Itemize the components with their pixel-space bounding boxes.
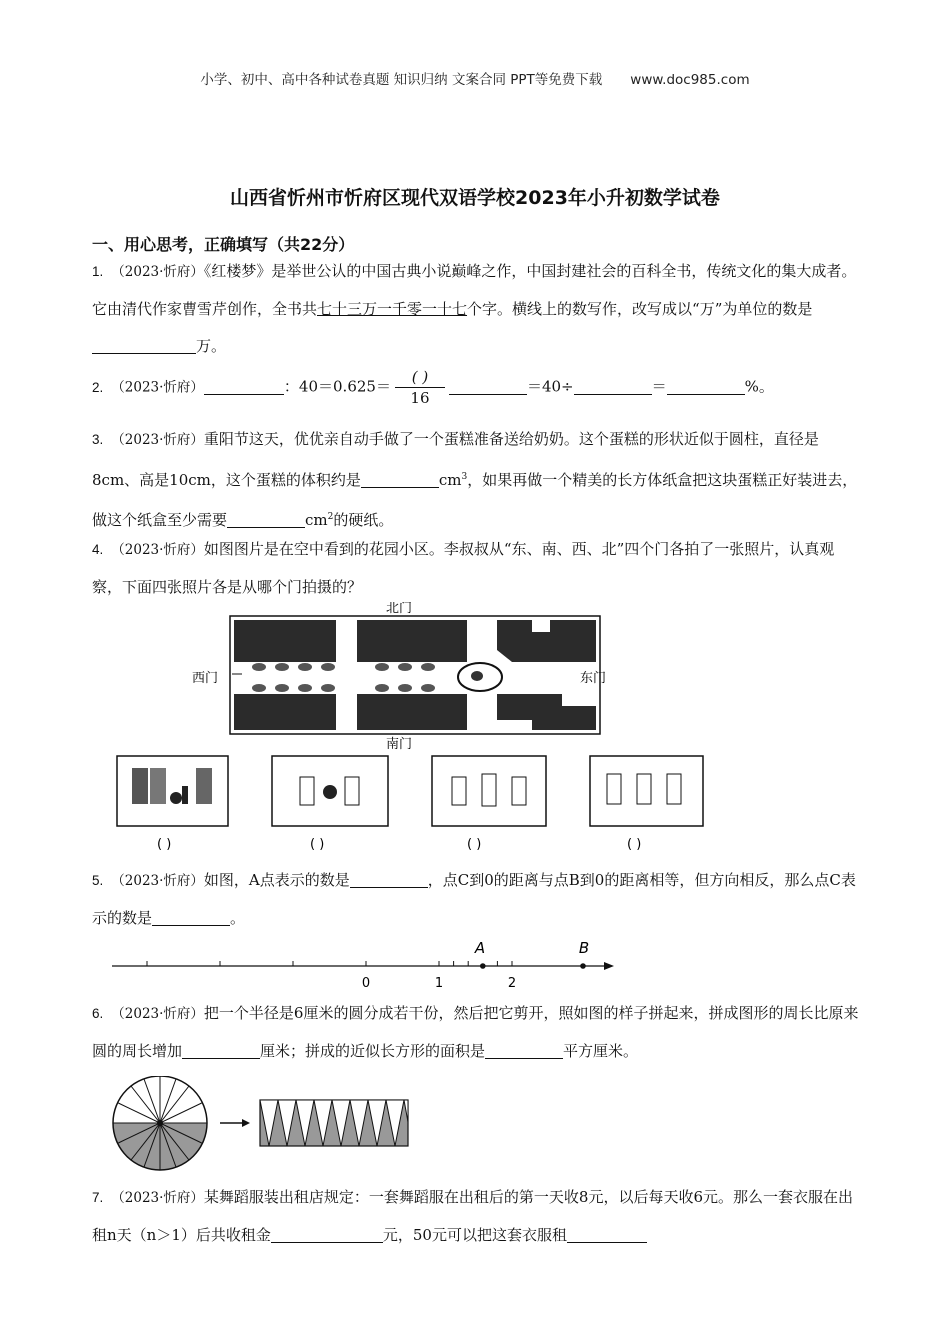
tick-label-2: 2 <box>507 976 517 991</box>
question-tag: （2023·忻府） <box>111 379 204 396</box>
answer-blank[interactable] <box>361 469 439 488</box>
q1-underlined-number: 七十三万一千零一十七 <box>317 300 468 318</box>
building-s <box>357 694 467 730</box>
q2-eq2: ＝ <box>651 377 667 396</box>
question-number: 4. <box>92 542 104 557</box>
question-3 <box>92 421 860 539</box>
question-tag: （2023·忻府） <box>111 264 204 280</box>
axis-arrow-icon <box>604 962 614 970</box>
q7-text-a: 某舞蹈服装出租店规定：一套舞蹈服在出租后的第一天收8元，以后每天收6元。那么一套衣服在出租n天（n＞1）后共收租金 <box>92 1188 854 1244</box>
question-number: 3. <box>92 432 104 447</box>
answer-blank[interactable] <box>350 869 428 888</box>
tree-row-top <box>252 663 435 671</box>
answer-blank[interactable] <box>204 376 284 395</box>
answer-blank[interactable] <box>574 376 652 395</box>
answer-blank[interactable] <box>182 1040 260 1059</box>
fraction-numerator[interactable]: ( ) <box>395 367 445 388</box>
q3-unit-2: cm <box>305 511 328 529</box>
question-tag: （2023·忻府） <box>111 542 204 558</box>
minor-ticks <box>454 961 498 966</box>
photo-4 <box>590 756 703 852</box>
tick-label-0: 0 <box>361 976 371 991</box>
point-b <box>580 963 586 969</box>
answer-blank[interactable] <box>271 1224 383 1243</box>
building-nw <box>234 620 336 662</box>
south-gate-label: 南门 <box>385 737 413 752</box>
page-title: 山西省忻州市忻府区现代双语学校2023年小升初数学试卷 <box>230 187 720 209</box>
question-7 <box>92 1179 860 1254</box>
q2-eq1: ＝40÷ <box>526 377 574 396</box>
header-url[interactable]: www.doc985.com <box>630 72 750 88</box>
question-tag: （2023·忻府） <box>111 873 204 889</box>
page-header <box>0 68 950 88</box>
answer-paren[interactable]: ( ) <box>310 837 325 852</box>
q6-text-b: 厘米；拼成的近似长方形的面积是 <box>260 1042 486 1060</box>
photo-3 <box>432 756 546 852</box>
q3-sup-1: 3 <box>461 472 468 482</box>
q6-text-a: 把一个半径是6厘米的圆分成若干份，然后把它剪开，照如图的样子拼起来，拼成图形的周长比原来圆的周长增加 <box>92 1004 859 1060</box>
question-6 <box>92 995 860 1070</box>
q1-text-a: 《红楼梦》是举世公认的中国古典小说巅峰之作，中国封建社会的百科全书，传统文化的集大成者。它由清代作家曹雪芹创作，全书共 <box>92 262 857 318</box>
answer-blank[interactable] <box>227 509 305 528</box>
q5-text-b: ，点C到0的距离与点B到0的距离相等，但方向相反，那么点C表示的数是 <box>92 871 856 927</box>
north-gate-label: 北门 <box>385 602 413 616</box>
question-5 <box>92 862 860 937</box>
east-gate-label: 东门 <box>580 671 607 686</box>
answer-blank[interactable] <box>92 335 196 354</box>
q7-text-b: 元，50元可以把这套衣服租 <box>382 1226 567 1244</box>
answer-blank[interactable] <box>485 1040 563 1059</box>
q1-text-c: ，改写成以“万”为单位的数是 <box>617 300 813 318</box>
building-se <box>497 694 596 730</box>
question-tag: （2023·忻府） <box>111 1006 204 1022</box>
building-n <box>357 620 467 662</box>
building-sw <box>234 694 336 730</box>
fraction <box>395 367 445 408</box>
header-text: 小学、初中、高中各种试卷真题 知识归纳 文案合同 PPT等免费下载 <box>200 72 603 88</box>
q3-text-c: 的硬纸。 <box>333 511 394 529</box>
q2-percent: %。 <box>744 377 774 396</box>
building-ne <box>497 620 596 662</box>
q5-text-a: 如图，A点表示的数是 <box>203 871 350 889</box>
q3-sup-2: 2 <box>327 512 334 522</box>
question-number: 2. <box>92 379 104 395</box>
circle-center <box>157 1120 163 1126</box>
question-4 <box>92 531 860 606</box>
question-1 <box>92 253 860 365</box>
answer-blank[interactable] <box>449 376 527 395</box>
question-number: 1. <box>92 264 104 279</box>
q4-text: 如图图片是在空中看到的花园小区。李叔叔从“东、南、西、北”四个门各拍了一张照片，认真观察，下面四张照片各是从哪个门拍摄的？ <box>92 540 835 596</box>
q3-text-b: ，如果再做一个精美的长方体纸盒把这块蛋糕正好装进去，做这个纸盒至少需要 <box>92 471 858 529</box>
question-tag: （2023·忻府） <box>111 432 204 448</box>
number-line-figure <box>108 935 618 995</box>
garden-community-figure <box>112 602 708 856</box>
answer-blank[interactable] <box>567 1224 647 1243</box>
photo-1 <box>117 756 228 852</box>
fountain <box>471 671 483 681</box>
question-2 <box>92 367 860 408</box>
question-tag: （2023·忻府） <box>111 1190 204 1206</box>
answer-blank[interactable] <box>667 376 745 395</box>
west-gate-label: 西门 <box>192 671 219 686</box>
fraction-denominator: 16 <box>410 389 430 407</box>
q1-text-b: 个字。横线上的数写作 <box>467 300 618 318</box>
q3-text-a: 重阳节这天，优优亲自动手做了一个蛋糕准备送给奶奶。这个蛋糕的形状近似于圆柱，直径是8cm、高是10cm，这个蛋糕的体积约是 <box>92 430 819 489</box>
answer-paren[interactable]: ( ) <box>157 837 172 852</box>
q1-text-d: 万。 <box>196 337 227 355</box>
photo-2 <box>272 756 388 852</box>
circle-to-rectangle-figure <box>108 1076 418 1174</box>
q6-text-c: 平方厘米。 <box>563 1042 639 1060</box>
answer-blank[interactable] <box>152 907 230 926</box>
label-a: A <box>474 939 486 957</box>
q3-unit-1: cm <box>438 471 462 489</box>
q2-colon: ：40＝0.625＝ <box>283 377 391 396</box>
right-arrow-icon <box>242 1119 250 1127</box>
question-number: 6. <box>92 1006 104 1021</box>
question-number: 7. <box>92 1190 104 1205</box>
q5-text-c: 。 <box>230 909 246 927</box>
major-ticks <box>147 961 512 966</box>
tree-row-bottom <box>252 684 435 692</box>
point-a <box>480 963 486 969</box>
answer-paren[interactable]: ( ) <box>467 837 482 852</box>
question-number: 5. <box>92 873 104 888</box>
answer-paren[interactable]: ( ) <box>627 837 642 852</box>
tick-label-1: 1 <box>434 976 444 991</box>
label-b: B <box>578 939 590 957</box>
section-heading: 一、用心思考，正确填写（共22分） <box>92 235 355 254</box>
